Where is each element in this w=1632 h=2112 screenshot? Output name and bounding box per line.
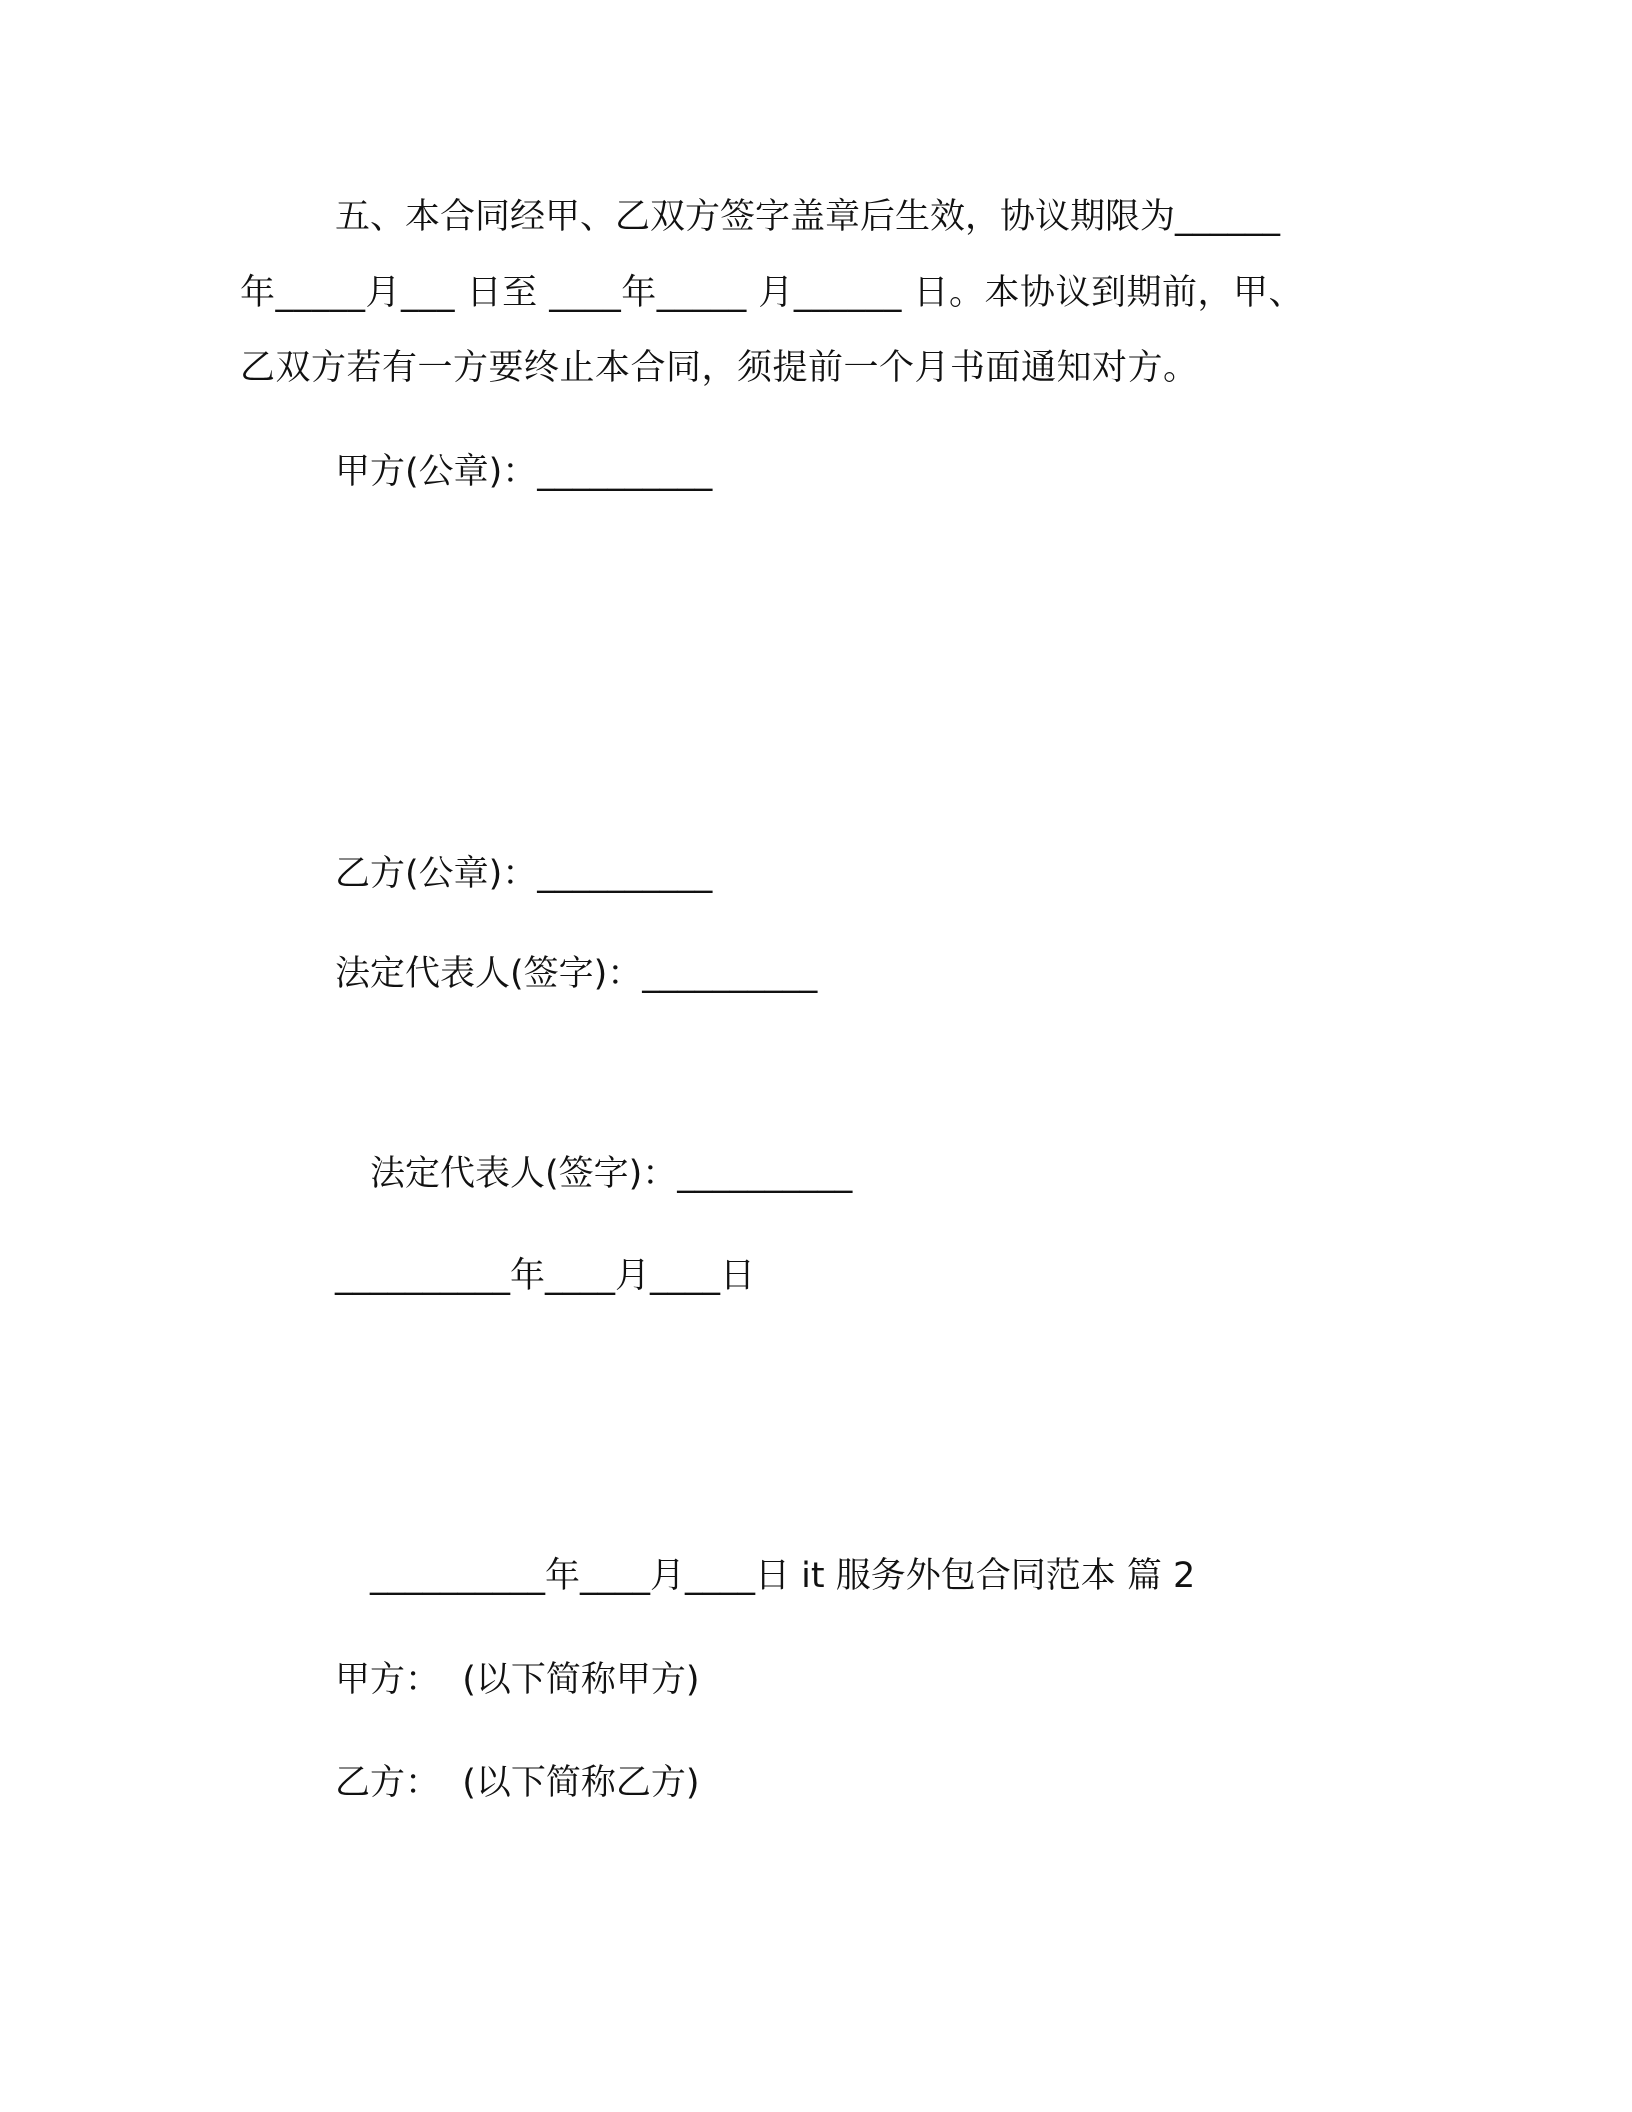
legal-representative-signature-line-2: 法定代表人(签字)：__________ bbox=[370, 1154, 853, 1194]
party-b-definition: 乙方： (以下简称乙方) bbox=[335, 1763, 700, 1803]
date-line: __________年____月____日 bbox=[335, 1256, 756, 1296]
clause-5-line-3: 乙双方若有一方要终止本合同，须提前一个月书面通知对方。 bbox=[240, 348, 1199, 388]
party-b-seal-line: 乙方(公章)：__________ bbox=[335, 854, 713, 894]
party-a-seal-line: 甲方(公章)：__________ bbox=[335, 452, 713, 492]
party-a-definition: 甲方： (以下简称甲方) bbox=[335, 1660, 700, 1700]
clause-5-line-1: 五、本合同经甲、乙双方签字盖章后生效，协议期限为______ bbox=[335, 197, 1281, 237]
date-and-section-title-line: __________年____月____日 it 服务外包合同范本 篇 2 bbox=[370, 1556, 1196, 1596]
legal-representative-signature-line: 法定代表人(签字)：__________ bbox=[335, 954, 818, 994]
clause-5-line-2: 年_____月___ 日至 ____年_____ 月______ 日。本协议到期前，甲、 bbox=[240, 273, 1305, 313]
